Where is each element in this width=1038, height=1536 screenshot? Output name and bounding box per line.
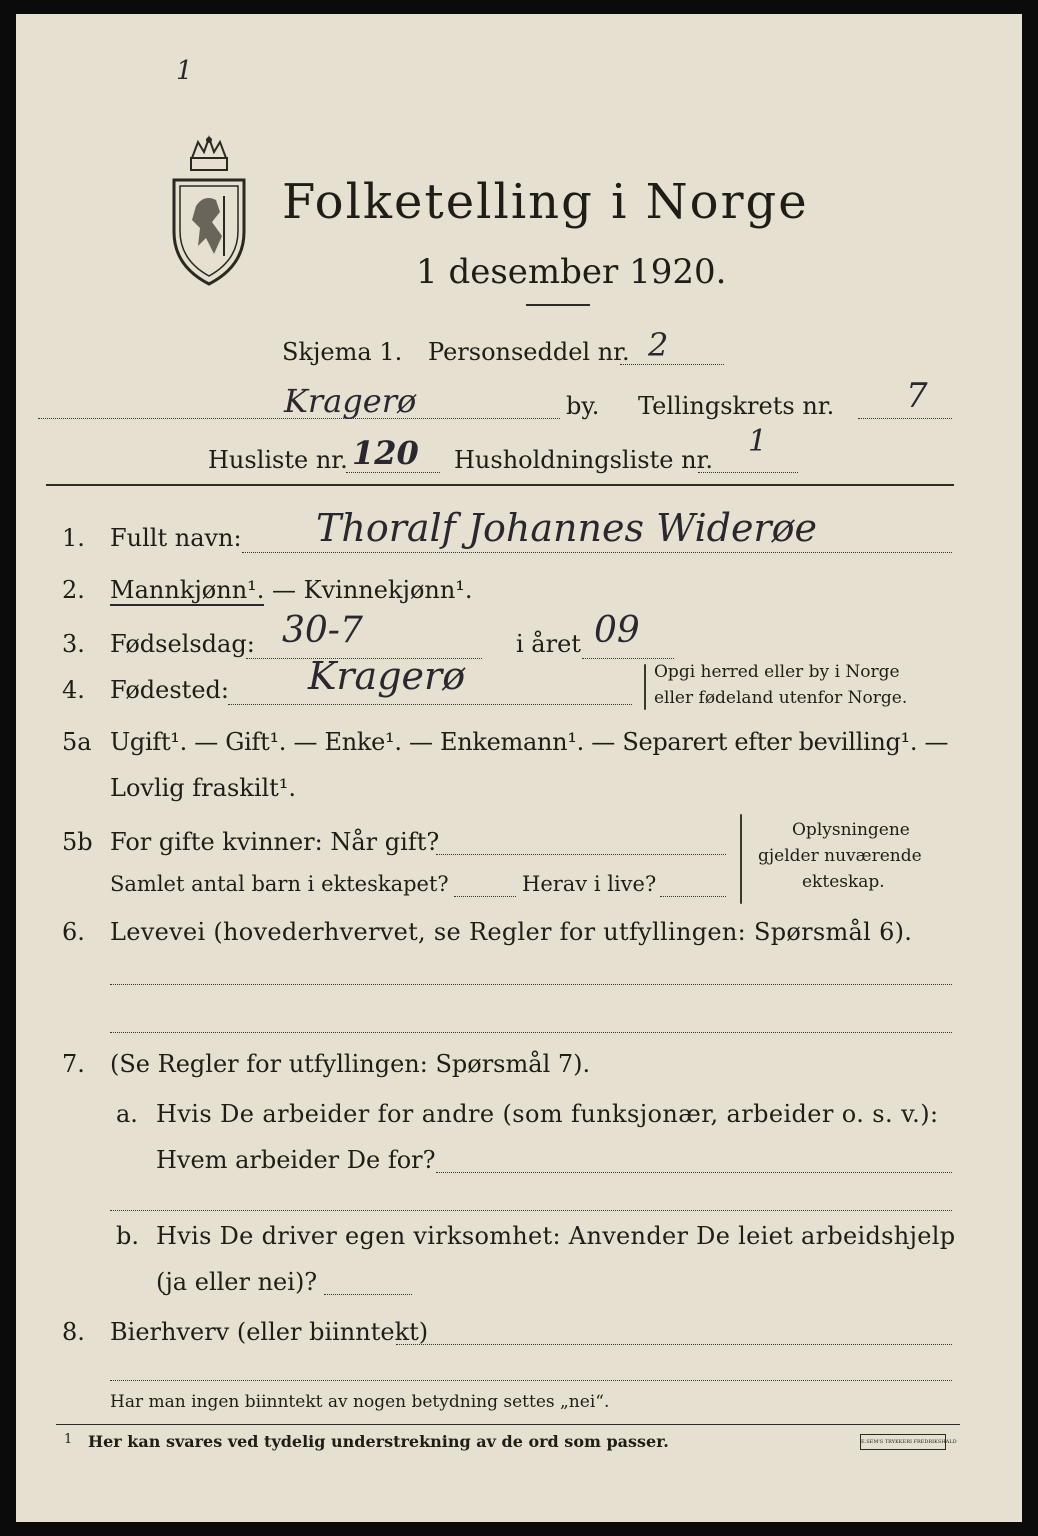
- husliste-label: Husliste nr.: [208, 446, 348, 474]
- q3-value: 30-7: [282, 610, 363, 651]
- q5b-note-line3: ekteskap.: [802, 872, 885, 892]
- coat-of-arms-icon: [164, 136, 254, 286]
- q8-number: 8.: [62, 1318, 85, 1346]
- q7b-text: Hvis De driver egen virksomhet: Anvender De leiet arbeidshjelp: [156, 1222, 956, 1250]
- q5a-number: 5a: [62, 728, 92, 756]
- q4-note-line2: eller fødeland utenfor Norge.: [654, 688, 908, 708]
- q5b-alive-label: Herav i live?: [522, 872, 657, 896]
- q5b-number: 5b: [62, 828, 93, 856]
- q8-text: Bierhverv (eller biinntekt): [110, 1318, 429, 1346]
- q5b-children-label: Samlet antal barn i ekteskapet?: [110, 872, 449, 896]
- q5b-brace: [740, 814, 742, 904]
- husliste-value: 120: [352, 434, 419, 472]
- personseddel-line: [620, 364, 724, 365]
- corner-mark: 1: [176, 56, 193, 86]
- census-form: [16, 14, 1022, 1522]
- q4-line: [228, 704, 632, 705]
- q6-line-2: [110, 1032, 952, 1033]
- q7a-extra-line: [110, 1210, 952, 1211]
- footnote-rule: [56, 1424, 960, 1425]
- form-title: Folketelling i Norge: [282, 174, 809, 230]
- header-rule: [46, 484, 954, 486]
- footnote-text: Her kan svares ved tydelig understrekning av de ord som passer.: [88, 1432, 669, 1451]
- q7a-text: Hvis De arbeider for andre (som funksjonær, arbeider o. s. v.):: [156, 1100, 939, 1128]
- q8-line: [396, 1344, 952, 1345]
- q1-value: Thoralf Johannes Widerøe: [316, 506, 817, 550]
- q5b-note-line2: gjelder nuværende: [758, 846, 922, 866]
- q1-number: 1.: [62, 524, 85, 552]
- husholdningsliste-value: 1: [748, 424, 768, 459]
- note-text: Har man ingen biinntekt av nogen betydning settes „nei“.: [110, 1392, 610, 1412]
- tellingskrets-value: 7: [906, 376, 928, 416]
- q4-number: 4.: [62, 676, 85, 704]
- q6-line-1: [110, 984, 952, 985]
- printer-stamp: E.SEM'S TRYKKERI FREDRIKSHALD: [860, 1434, 946, 1450]
- q7a-employer-line: [436, 1172, 952, 1173]
- q5b-note-line1: Oplysningene: [792, 820, 910, 840]
- by-value: Kragerø: [284, 382, 417, 420]
- personseddel-label: Personseddel nr.: [428, 338, 630, 366]
- tellingskrets-line: [858, 418, 952, 419]
- form-date: 1 desember 1920.: [416, 252, 727, 292]
- q7b-answer-line: [324, 1294, 412, 1295]
- q5a-options: Ugift¹. — Gift¹. — Enke¹. — Enkemann¹. — Separert efter bevilling¹. —: [110, 728, 949, 756]
- footnote-number: 1: [64, 1432, 73, 1447]
- personseddel-value: 2: [648, 326, 669, 364]
- q3-label: Fødselsdag:: [110, 630, 255, 658]
- q6-text: Levevei (hovederhvervet, se Regler for utfyllingen: Spørsmål 6).: [110, 918, 913, 946]
- q7a-number: a.: [116, 1100, 138, 1128]
- husholdningsliste-label: Husholdningsliste nr.: [454, 446, 713, 474]
- q5b-alive-line: [660, 896, 726, 897]
- q2-female: Kvinnekjønn¹.: [303, 576, 473, 604]
- q4-value: Kragerø: [308, 654, 466, 698]
- q5b-married-when: For gifte kvinner: Når gift?: [110, 828, 440, 856]
- q1-line: [242, 552, 952, 553]
- by-label: by.: [566, 392, 600, 420]
- q8-extra-line: [110, 1380, 952, 1381]
- q5b-married-line: [436, 854, 726, 855]
- q2-male: Mannkjønn¹.: [110, 576, 265, 604]
- q7b-number: b.: [116, 1222, 139, 1250]
- q5a-options-2: Lovlig fraskilt¹.: [110, 774, 297, 802]
- q2-separator: —: [264, 576, 304, 604]
- q7b-answer-label: (ja eller nei)?: [156, 1268, 318, 1296]
- q2-number: 2.: [62, 576, 85, 604]
- q4-note-line1: Opgi herred eller by i Norge: [654, 662, 900, 682]
- skjema-label: Skjema 1.: [282, 338, 403, 366]
- q6-number: 6.: [62, 918, 85, 946]
- q1-label: Fullt navn:: [110, 524, 242, 552]
- q4-brace: [644, 664, 646, 710]
- tellingskrets-label: Tellingskrets nr.: [638, 392, 835, 420]
- q3-year-value: 09: [594, 610, 640, 651]
- q4-label: Fødested:: [110, 676, 229, 704]
- husholdningsliste-line: [698, 472, 798, 473]
- q3-number: 3.: [62, 630, 85, 658]
- husliste-line: [346, 472, 440, 473]
- q7-text: (Se Regler for utfyllingen: Spørsmål 7).: [110, 1050, 591, 1078]
- q7-number: 7.: [62, 1050, 85, 1078]
- q7a-employer-label: Hvem arbeider De for?: [156, 1146, 436, 1174]
- q3-year-line: [582, 658, 674, 659]
- q5b-children-line: [454, 896, 516, 897]
- q3-year-label: i året: [516, 630, 581, 658]
- title-divider: [526, 304, 590, 306]
